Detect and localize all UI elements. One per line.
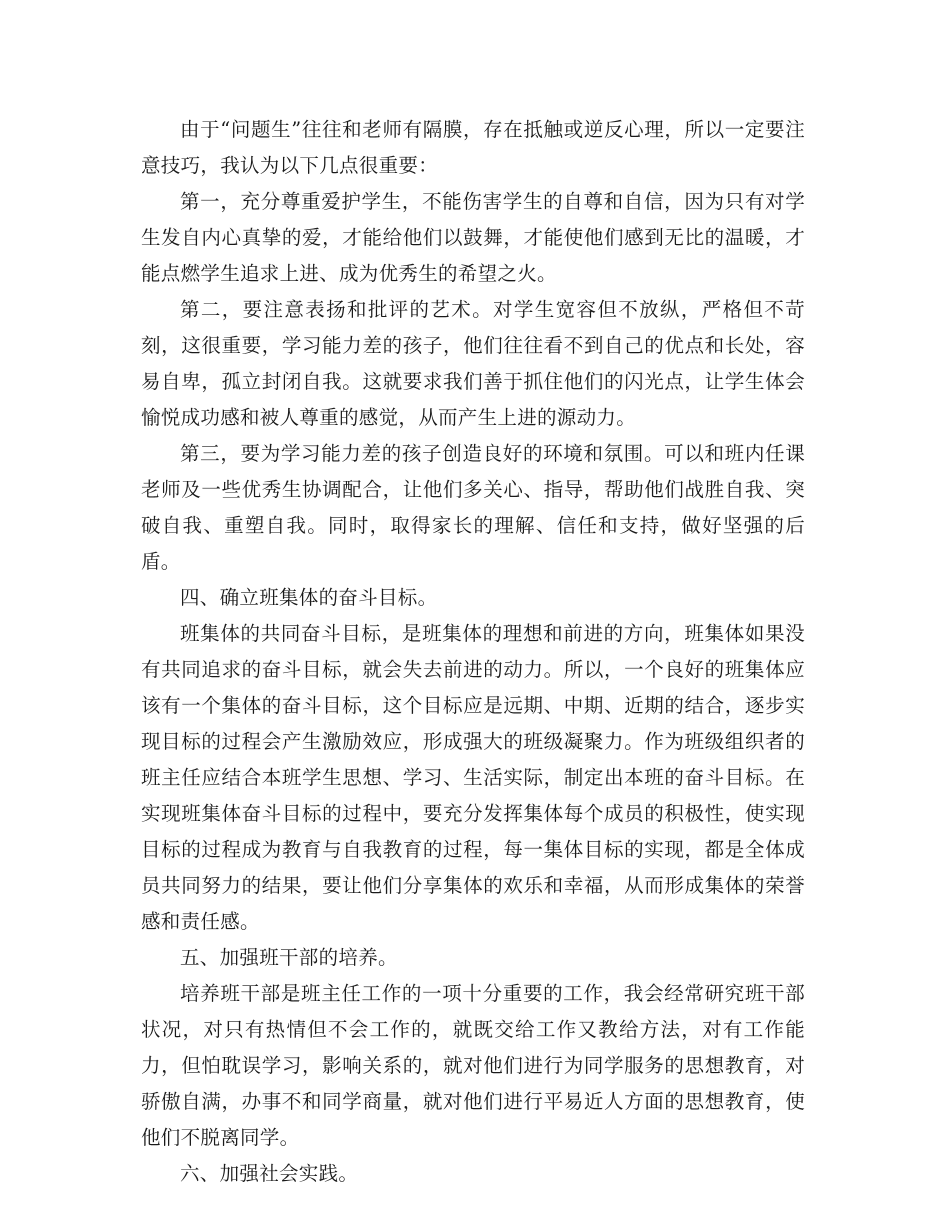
paragraph-intro: 由于“问题生”往往和老师有隔膜，存在抵触或逆反心理，所以一定要注意技巧，我认为以下几点很重要： bbox=[141, 118, 805, 177]
section-heading-four: 四、确立班集体的奋斗目标。 bbox=[180, 586, 438, 609]
paragraph-point-two: 第二，要注意表扬和批评的艺术。对学生宽容但不放纵，严格但不苛刻，这很重要，学习能力差的孩子，他们往往看不到自己的优点和长处，容易自卑，孤立封闭自我。这就要求我们善于抓住他们的闪光点，让学生体会愉悦成功感和被人尊重的感觉，从而产生上进的源动力。 bbox=[141, 298, 805, 429]
paragraph-section-five: 培养班干部是班主任工作的一项十分重要的工作，我会经常研究班干部状况，对只有热情但不会工作的，就既交给工作又教给方法，对有工作能力，但怕耽误学习，影响关系的，就对他们进行为同学服务的思想教育，对骄傲自满，办事不和同学商量，就对他们进行平易近人方面的思想教育，使他们不脱离同学。 bbox=[141, 982, 805, 1149]
paragraph-section-four: 班集体的共同奋斗目标，是班集体的理想和前进的方向，班集体如果没有共同追求的奋斗目标，就会失去前进的动力。所以，一个良好的班集体应该有一个集体的奋斗目标，这个目标应是远期、中期、近期的结合，逐步实现目标的过程会产生激励效应，形成强大的班级凝聚力。作为班级组织者的班主任应结合本班学生思想、学习、生活实际，制定出本班的奋斗目标。在实现班集体奋斗目标的过程中，要充分发挥集体每个成员的积极性，使实现目标的过程成为教育与自我教育的过程，每一集体目标的实现，都是全体成员共同努力的结果，要让他们分享集体的欢乐和幸福，从而形成集体的荣誉感和责任感。 bbox=[141, 622, 805, 933]
document-page bbox=[141, 112, 805, 1192]
paragraph-point-three: 第三，要为学习能力差的孩子创造良好的环境和氛围。可以和班内任课老师及一些优秀生协调配合，让他们多关心、指导，帮助他们战胜自我、突破自我、重塑自我。同时，取得家长的理解、信任和支持，做好坚强的后盾。 bbox=[141, 442, 805, 573]
paragraph-point-one: 第一，充分尊重爱护学生，不能伤害学生的自尊和自信，因为只有对学生发自内心真挚的爱，才能给他们以鼓舞，才能使他们感到无比的温暖，才能点燃学生追求上进、成为优秀生的希望之火。 bbox=[141, 190, 805, 285]
section-heading-six: 六、加强社会实践。 bbox=[180, 1162, 359, 1185]
section-heading-five: 五、加强班干部的培养。 bbox=[180, 946, 398, 969]
